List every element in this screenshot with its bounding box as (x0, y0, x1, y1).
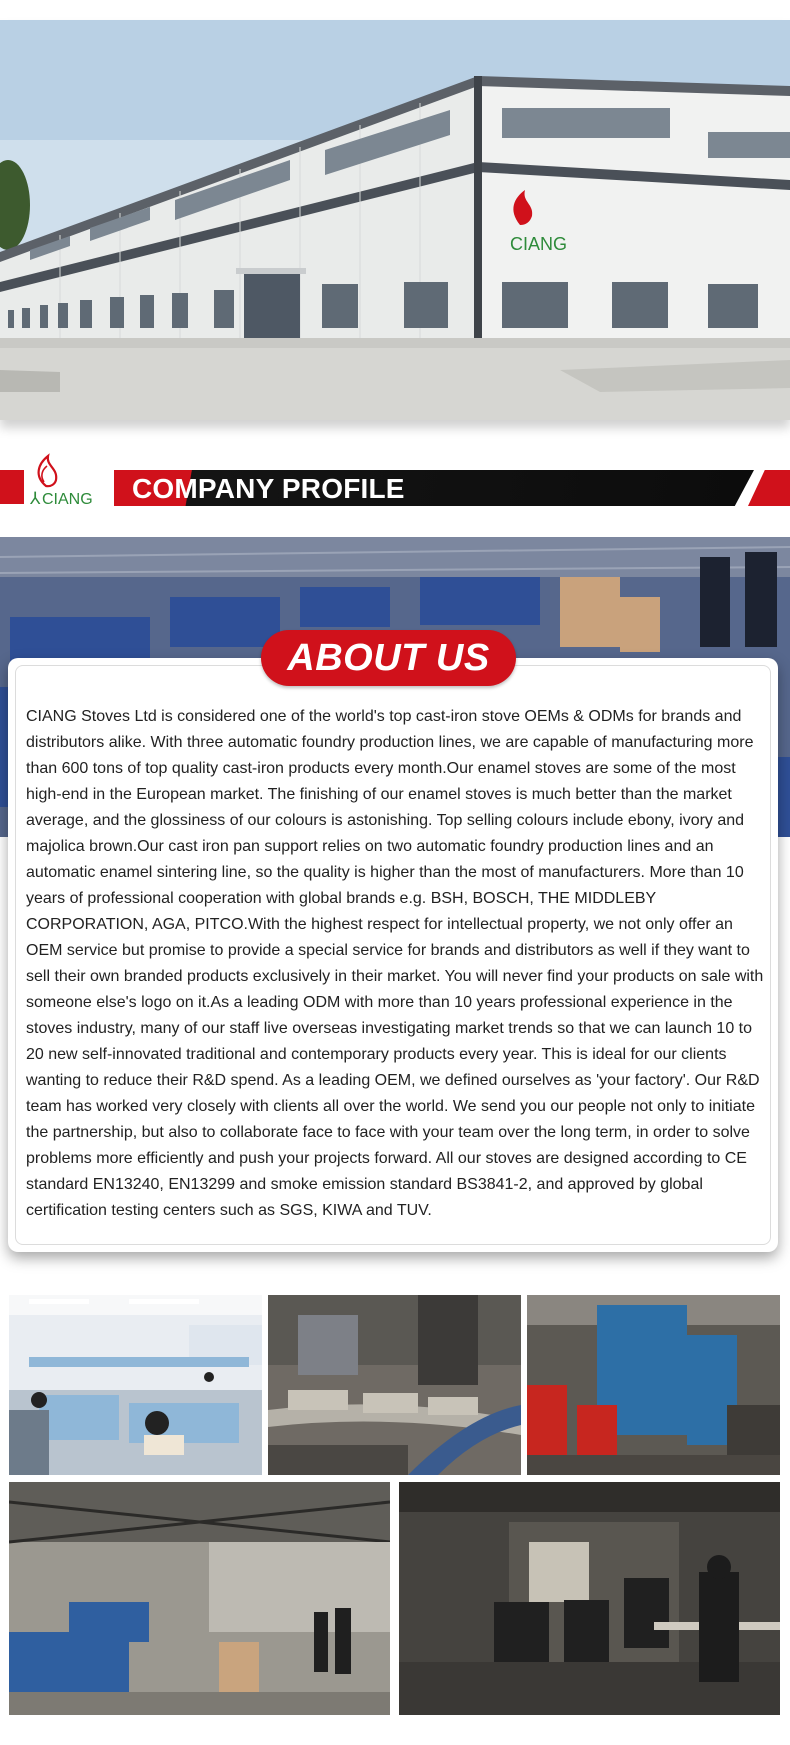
ciang-logo (26, 452, 114, 508)
banner-red-accent-left (0, 470, 24, 504)
banner-red-accent-right (748, 470, 790, 506)
company-profile-title: COMPANY PROFILE (132, 473, 405, 504)
about-us-heading: ABOUT US (287, 637, 490, 679)
ciang-logo-text: CIANG (42, 491, 93, 508)
facade-logo-text: CIANG (510, 234, 568, 254)
about-us-heading-pill (261, 630, 516, 686)
company-profile-banner (0, 452, 790, 508)
office-photo (9, 1295, 262, 1475)
svg-text:⅄: ⅄ (30, 489, 41, 508)
about-us-body-text: CIANG Stoves Ltd is considered one of the world's top cast-iron stove OEMs & ODMs for brands and distributors alike. With three automatic foundry production lines, we are capable of manufacturing more than 600 tons of top quality cast-iron products every month.Our enamel stoves are some of the most high-end in the European market. The finishing of our enamel stoves is much better than the market average, and the glossiness of our colours is astonishing. Top selling colours include ebony, ivory and majolica brown.Our cast iron pan support relies on two automatic foundry production lines and an automatic enamel sintering line, so the quality is higher than the most of manufacturers. More than 10 years of professional cooperation with global brands e.g. BSH, BOSCH, THE MIDDLEBY CORPORATION, AGA, PITCO.With the highest respect for intellectual property, we not only offer an OEM service but promise to provide a special service for brands and distributors as well if they want to sell their own branded products exclusively in their market. You will never find your products on sale with someone else's logo on it.As a leading ODM with more than 10 years professional experience in the stoves industry, many of our staff live overseas investigating market trends so that we can launch 10 to 20 new self-innovated traditional and contemporary products every year. This is ideal for our clients wanting to reduce their R&D spend. As a leading OEM, we defined ourselves as 'your factory'. Our R&D team has worked very closely with clients all over the world. We send you our people not only to initiate the partnership, but also to collaborate face to face with your team over the long term, in order to solve problems more efficiently and push your projects forward. All our stoves are designed according to CE standard EN13240, EN13299 and smoke emission standard BS3841-2, and approved by global certification testing centers such as SGS, KIWA and TUV. (26, 708, 764, 1219)
warehouse-photo (9, 1482, 390, 1715)
factory-hero-image (0, 20, 790, 420)
foundry-line-photo (268, 1295, 521, 1475)
enamel-workshop-photo (527, 1295, 780, 1475)
stove-production-line-photo (399, 1482, 780, 1715)
